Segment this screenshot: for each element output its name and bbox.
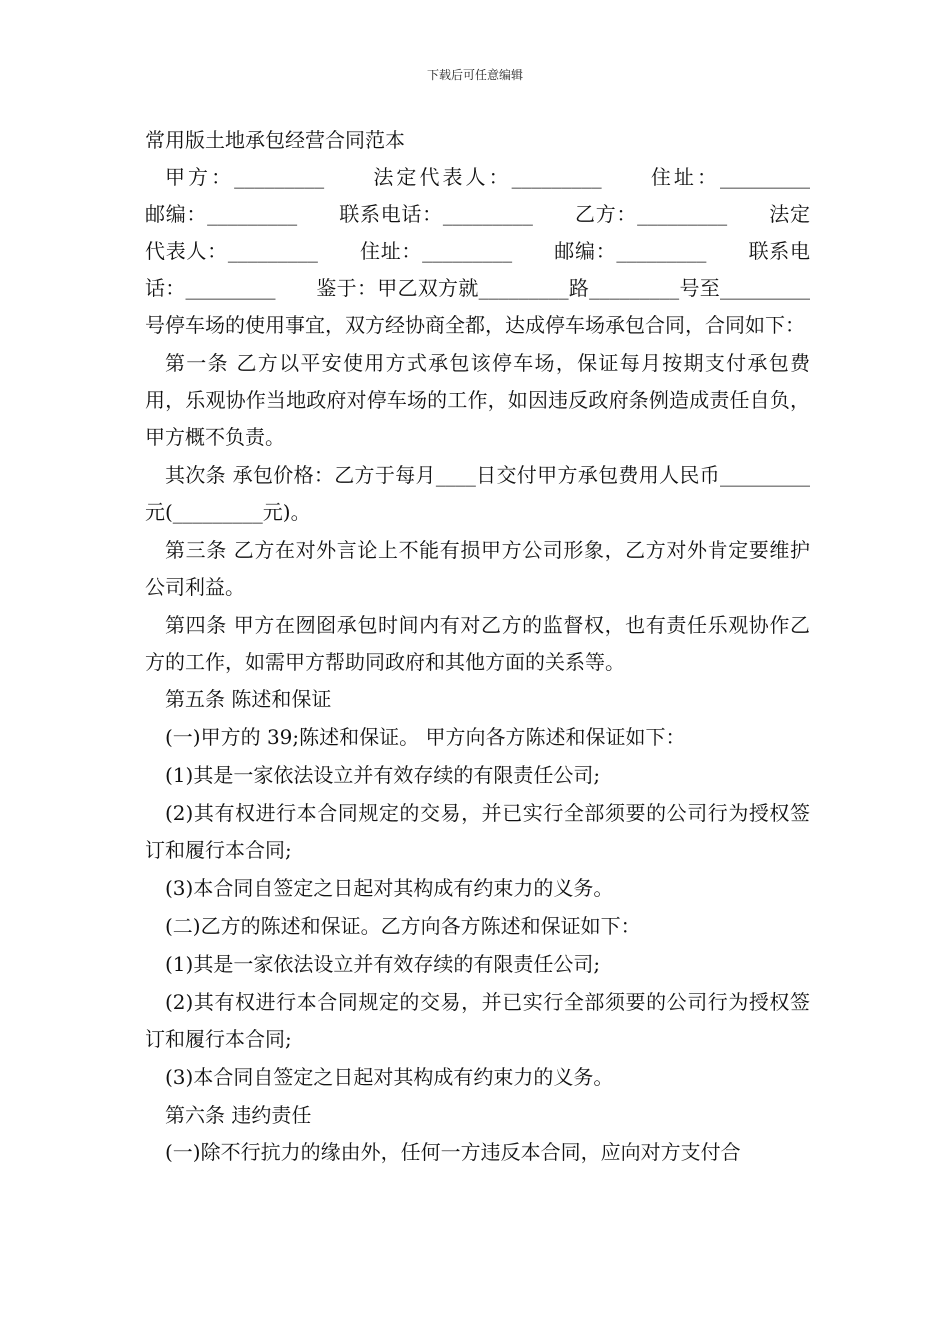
- article-5-a-item-1: (1)其是一家依法设立并有效存续的有限责任公司;: [165, 763, 601, 787]
- article-4: 第四条 甲方在囫囵承包时间内有对乙方的监督权，也有责任乐观协作乙方的工作，如需甲方帮助同政府和其他方面的关系等。: [145, 613, 810, 674]
- article-5-title: 第五条 陈述和保证: [165, 687, 332, 711]
- article-3: 第三条 乙方在对外言论上不能有损甲方公司形象，乙方对外肯定要维护公司利益。: [145, 538, 810, 599]
- page-header-note: 下载后可任意编辑: [426, 68, 523, 82]
- article-5-a-item-2: (2)其有权进行本合同规定的交易，并已实行全部须要的公司行为授权签订和履行本合同;: [145, 801, 810, 862]
- document-title: 常用版土地承包经营合同范本: [145, 128, 405, 152]
- article-1: 第一条 乙方以平安使用方式承包该停车场，保证每月按期支付承包费用，乐观协作当地政府对停车场的工作，如因违反政府条例造成责任自负，甲方概不负责。: [145, 351, 810, 449]
- parties-paragraph: 甲方：_________ 法定代表人：_________ 住址：_________ 邮编：_________ 联系电话：_________ 乙方：_________ 法定代表人：_________ 住址：_________ 邮编：_________ 联系电话：_________ 鉴于：甲乙双方就_________路_________号至_________号停车场的使用事宜，双方经协商全都，达成停车场承包合同，合同如下：: [145, 165, 850, 337]
- article-5-a-item-3: (3)本合同自签定之日起对其构成有约束力的义务。: [165, 876, 614, 900]
- article-5-section-a: (一)甲方的 39;陈述和保证。 甲方向各方陈述和保证如下：: [165, 725, 686, 749]
- article-5-b-item-1: (1)其是一家依法设立并有效存续的有限责任公司;: [165, 952, 601, 976]
- article-5-section-b: (二)乙方的陈述和保证。乙方向各方陈述和保证如下：: [165, 914, 641, 938]
- article-6-section-a: (一)除不行抗力的缘由外，任何一方违反本合同，应向对方支付合: [165, 1140, 741, 1164]
- article-5-b-item-2: (2)其有权进行本合同规定的交易，并已实行全部须要的公司行为授权签订和履行本合同;: [145, 990, 810, 1051]
- article-2: 其次条 承包价格：乙方于每月____日交付甲方承包费用人民币_________元(_________元)。: [145, 463, 810, 524]
- document-body: [145, 122, 850, 1171]
- article-6-title: 第六条 违约责任: [165, 1103, 312, 1127]
- article-5-b-item-3: (3)本合同自签定之日起对其构成有约束力的义务。: [165, 1065, 614, 1089]
